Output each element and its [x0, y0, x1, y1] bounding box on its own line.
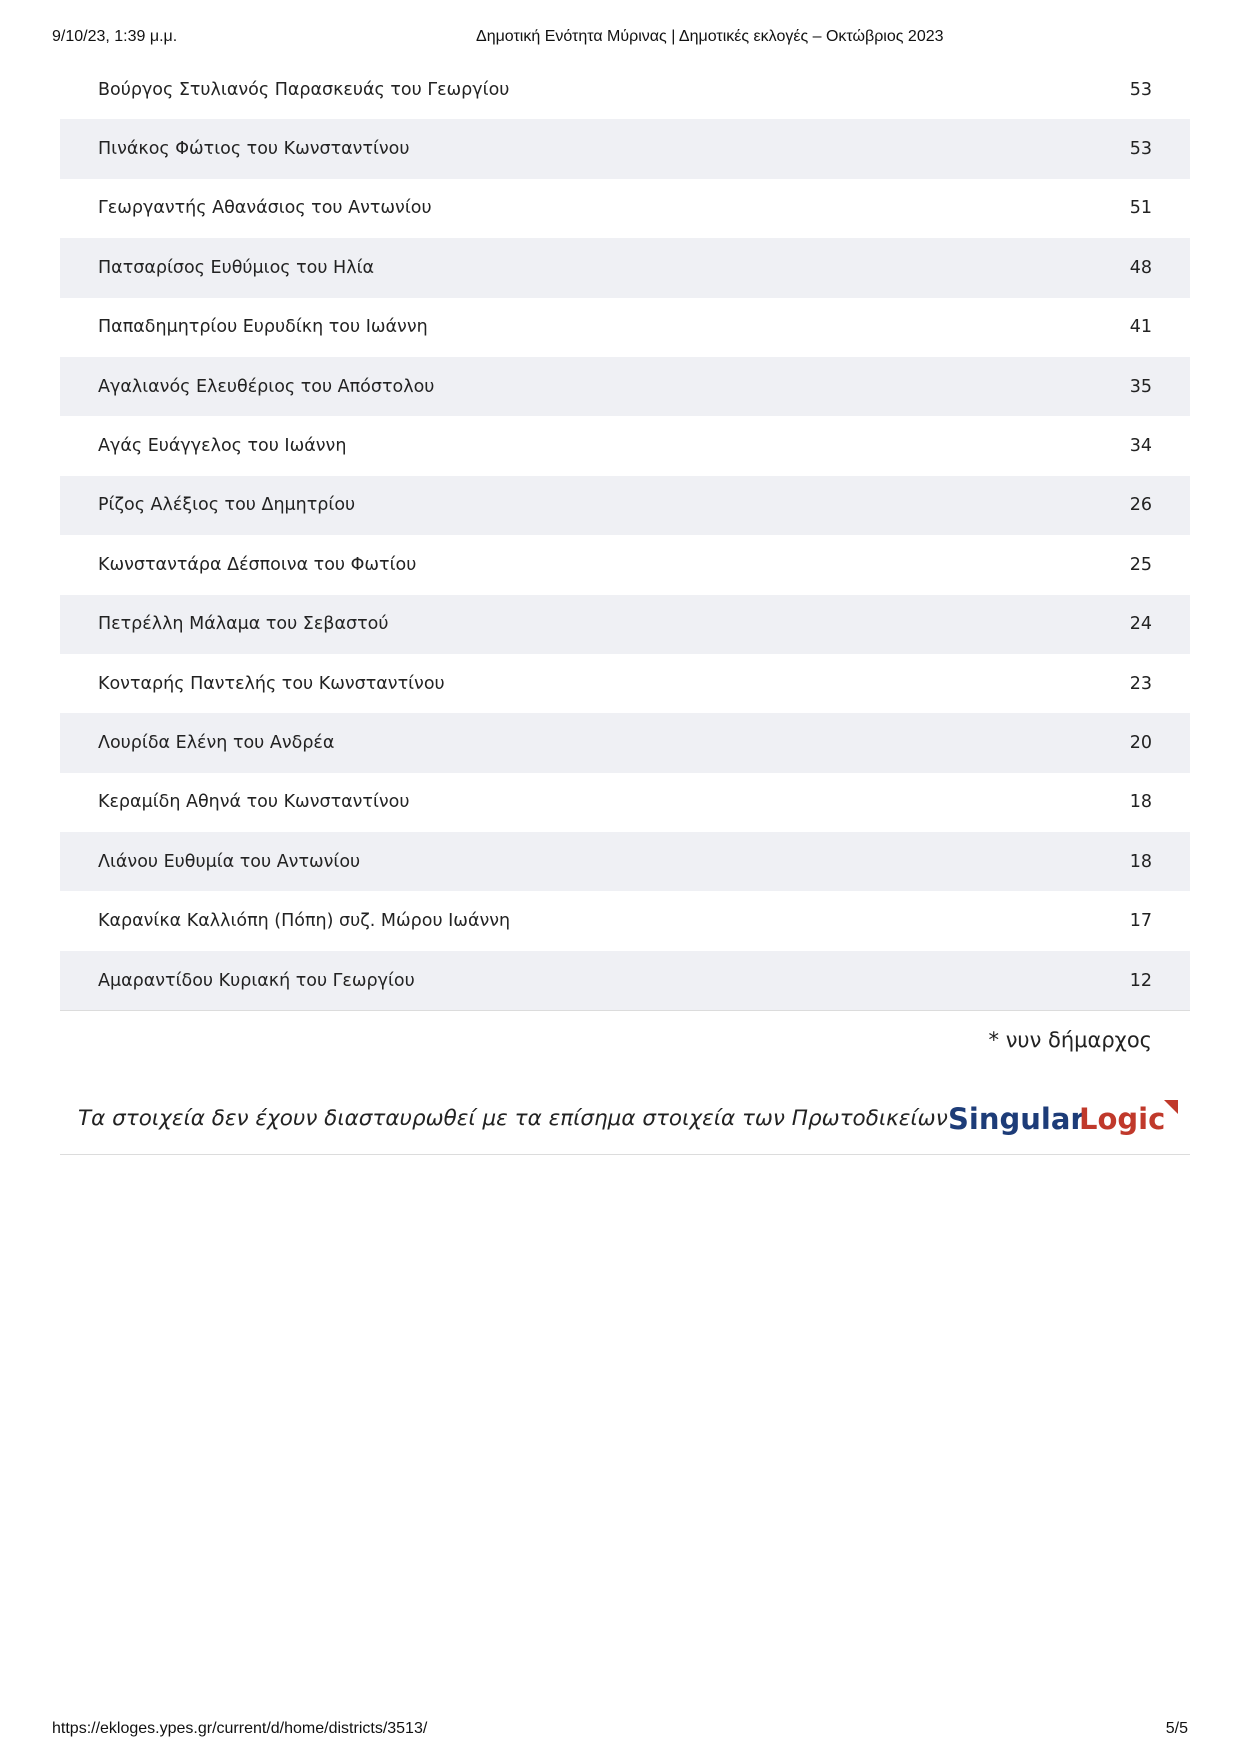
logo-corner-mark: [1164, 1100, 1178, 1114]
mayor-note: * νυν δήμαρχος: [988, 1028, 1152, 1052]
candidate-votes: 51: [1129, 198, 1152, 219]
candidate-row: [60, 891, 1190, 950]
disclaimer-text: Τα στοιχεία δεν έχουν διασταυρωθεί με τα επίσημα στοιχεία των Πρωτοδικείων: [78, 1106, 948, 1131]
candidate-name: Λουρίδα Ελένη του Ανδρέα: [98, 732, 335, 753]
candidate-votes: 20: [1129, 732, 1152, 753]
candidate-row: [60, 832, 1190, 891]
candidate-row: [60, 595, 1190, 654]
candidate-name: Παπαδημητρίου Ευρυδίκη του Ιωάννη: [98, 317, 428, 338]
print-header: [52, 28, 1188, 50]
candidate-votes: 18: [1129, 851, 1152, 872]
candidates-table: [60, 60, 1190, 1011]
candidate-votes: 53: [1129, 139, 1152, 160]
candidate-name: Λιάνου Ευθυμία του Αντωνίου: [98, 851, 361, 872]
candidate-name: Πινάκος Φώτιος του Κωνσταντίνου: [98, 139, 410, 160]
page-number: 5/5: [1165, 1720, 1188, 1737]
print-footer: [52, 1720, 1188, 1742]
logo-word-logic: Logic: [1079, 1102, 1166, 1136]
candidate-row: [60, 416, 1190, 475]
candidate-row: [60, 654, 1190, 713]
candidate-row: [60, 179, 1190, 238]
candidate-votes: 25: [1129, 554, 1152, 575]
candidate-row: [60, 535, 1190, 594]
candidate-name: Ρίζος Αλέξιος του Δημητρίου: [98, 495, 356, 516]
source-footer: [60, 1070, 1190, 1155]
print-datetime: 9/10/23, 1:39 μ.μ.: [52, 28, 178, 45]
candidate-votes: 24: [1129, 614, 1152, 635]
candidate-name: Καρανίκα Καλλιόπη (Πόπη) συζ. Μώρου Ιωάννη: [98, 911, 511, 932]
candidate-row: [60, 238, 1190, 297]
candidate-name: Κωνσταντάρα Δέσποινα του Φωτίου: [98, 554, 417, 575]
candidate-name: Πατσαρίσος Ευθύμιος του Ηλία: [98, 257, 375, 278]
logo-word-singular: Singular: [948, 1102, 1085, 1136]
candidate-votes: 17: [1129, 911, 1152, 932]
candidate-row: [60, 476, 1190, 535]
candidate-votes: 41: [1129, 317, 1152, 338]
candidate-name: Πετρέλλη Μάλαμα του Σεβαστού: [98, 614, 389, 635]
print-page-title: Δημοτική Ενότητα Μύρινας | Δημοτικές εκλογές – Οκτώβριος 2023: [476, 28, 944, 45]
candidate-votes: 34: [1129, 436, 1152, 457]
print-url: https://ekloges.ypes.gr/current/d/home/districts/3513/: [52, 1720, 428, 1737]
candidate-row: [60, 773, 1190, 832]
candidate-name: Βούργος Στυλιανός Παρασκευάς του Γεωργίου: [98, 79, 510, 100]
candidate-name: Αμαραντίδου Κυριακή του Γεωργίου: [98, 970, 415, 991]
candidate-row: [60, 119, 1190, 178]
candidate-row: [60, 713, 1190, 772]
candidate-row: [60, 951, 1190, 1010]
candidate-row: [60, 357, 1190, 416]
candidate-name: Κονταρής Παντελής του Κωνσταντίνου: [98, 673, 445, 694]
singularlogic-logo: [948, 1096, 1180, 1140]
candidate-name: Αγαλιανός Ελευθέριος του Απόστολου: [98, 376, 435, 397]
candidate-votes: 23: [1129, 673, 1152, 694]
candidate-name: Γεωργαντής Αθανάσιος του Αντωνίου: [98, 198, 432, 219]
candidate-name: Κεραμίδη Αθηνά του Κωνσταντίνου: [98, 792, 410, 813]
candidate-votes: 48: [1129, 257, 1152, 278]
candidate-row: [60, 60, 1190, 119]
candidate-row: [60, 298, 1190, 357]
candidate-votes: 53: [1129, 79, 1152, 100]
candidate-votes: 26: [1129, 495, 1152, 516]
candidate-votes: 12: [1129, 970, 1152, 991]
candidate-votes: 35: [1129, 376, 1152, 397]
candidate-votes: 18: [1129, 792, 1152, 813]
candidate-name: Αγάς Ευάγγελος του Ιωάννη: [98, 436, 347, 457]
